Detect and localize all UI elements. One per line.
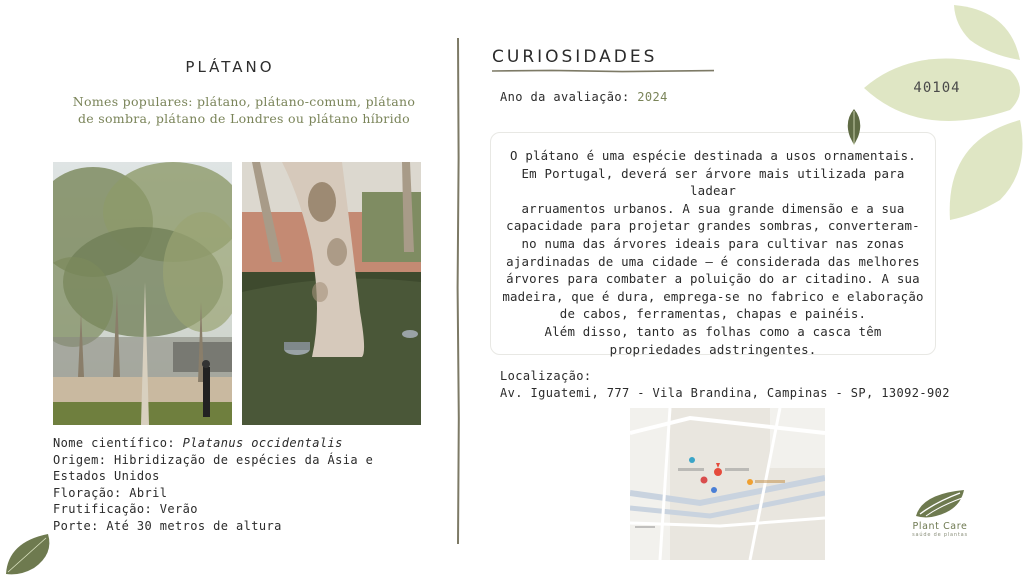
logo-brand: Plant Care	[912, 521, 968, 532]
location-label: Localização:	[500, 369, 592, 383]
evaluation-year	[500, 90, 668, 104]
decorative-leaves	[860, 0, 1024, 230]
location	[500, 368, 950, 402]
curiosity-line: de cabos, ferramentas, chapas e painéis.	[559, 306, 867, 322]
curiosity-line: no numa das árvores ideais para cultivar nas zonas	[521, 235, 905, 251]
evaluation-year-label: Ano da avaliação:	[500, 90, 638, 104]
scientific-name-label: Nome científico:	[53, 436, 183, 450]
curiosity-line: ajardinadas de uma cidade – é considerada das melhores	[506, 253, 920, 269]
tree-photo-canopy	[53, 162, 232, 425]
origin-line-2: Estados Unidos	[53, 469, 160, 484]
location-address: Av. Iguatemi, 777 - Vila Brandina, Campinas - SP, 13092-902	[500, 386, 950, 400]
logo-leaf-icon	[912, 488, 968, 520]
logo-tagline: saúde de plantas	[912, 532, 968, 538]
fruiting: Frutificação: Verão	[53, 502, 198, 517]
size: Porte: Até 30 metros de altura	[53, 518, 282, 533]
curiosity-line: Além disso, tanto as folhas como a casca têm	[544, 323, 882, 339]
tree-photo-trunk	[242, 162, 421, 425]
location-map[interactable]	[630, 408, 825, 560]
leaf-icon	[844, 107, 864, 147]
popular-names-line-2: de sombra, plátano de Londres ou plátano híbrido	[77, 111, 410, 126]
scientific-name	[53, 435, 443, 452]
plant-title: PLÁTANO	[185, 58, 275, 76]
plant-care-logo	[904, 488, 976, 544]
vertical-divider	[456, 38, 460, 544]
curiosity-line: O plátano é uma espécie destinada a usos ornamentais.	[510, 148, 916, 163]
curiosity-line: propriedades adstringentes.	[609, 341, 817, 357]
corner-leaf-icon	[4, 532, 54, 576]
heading-underline	[492, 68, 714, 74]
curiosity-line: Em Portugal, deverá ser árvore mais utilizada para ladear	[521, 165, 905, 199]
origin-line-1: Origem: Hibridização de espécies da Ásia e	[53, 452, 374, 467]
flowering: Floração: Abril	[53, 485, 168, 500]
scientific-name-value: Platanus occidentalis	[182, 436, 343, 450]
plant-facts	[53, 435, 443, 535]
popular-names	[52, 93, 436, 127]
popular-names-line-1: Nomes populares: plátano, plátano-comum, plátano	[72, 94, 416, 109]
curiosity-line: árvores para combater a poluição do ar citadino. A sua	[506, 271, 920, 287]
curiosity-line: arruamentos urbanos. A sua grande dimensão e a sua	[521, 200, 905, 216]
specimen-code: 40104	[913, 80, 961, 96]
curiosities-heading: CURIOSIDADES	[492, 47, 658, 67]
evaluation-year-value: 2024	[637, 90, 668, 104]
curiosity-line: capacidade para projetar grandes sombras, converteram-	[506, 218, 920, 234]
curiosity-line: madeira, que é dura, emprega-se no fabrico e elaboração	[502, 288, 924, 304]
